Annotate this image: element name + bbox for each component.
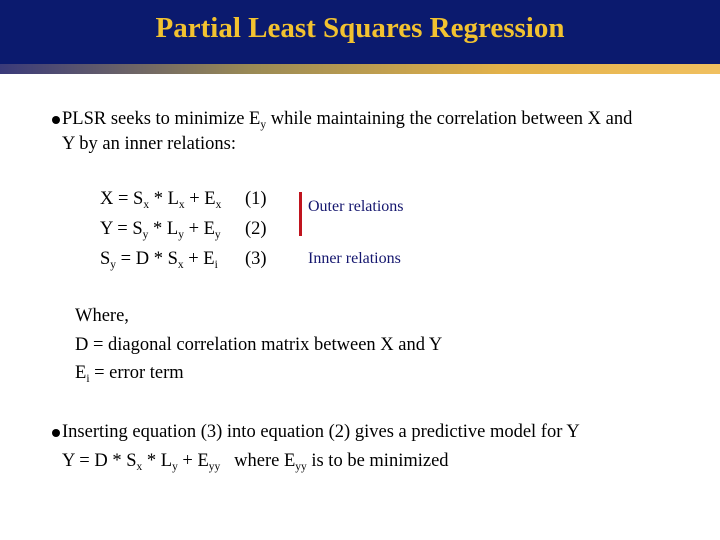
equation-3: $S_y = D * S_x + E_i$ [100,249,218,271]
where-line2: D = diagonal correlation matrix between X and Y [75,335,443,355]
bullet2-line1: Inserting equation (3) into equation (2) gives a predictive model for Y [62,422,580,442]
where-line1: Where, [75,306,129,326]
bullet1-line2: Y by an inner relations: [62,134,236,154]
inner-relations-label: Inner relations [308,250,401,267]
slide-title: Partial Least Squares Regression [155,12,565,44]
equation-1: $X = S_x * L_x + E_x$ [100,189,222,211]
title-underline-band [0,64,720,74]
equation-2-number: (2) [245,219,267,239]
equation-1-number: (1) [245,189,267,209]
equation-2: $Y = S_y * L_y + E_y$ [100,219,221,241]
outer-relations-label: Outer relations [308,198,404,215]
equation-3-number: (3) [245,249,267,269]
outer-relations-divider [299,192,302,236]
bullet2-line2: $Y = D * S_x * L_y + E_{yy}$ where $E_{yy}$ is to be minimized [62,451,449,473]
where-line3: $E_i$ = error term [75,363,184,385]
bullet-dot [52,116,60,124]
bullet-dot [52,429,60,437]
bullet1-line1: PLSR seeks to minimize $E_y$ while maintaining the correlation between X and [62,109,633,131]
